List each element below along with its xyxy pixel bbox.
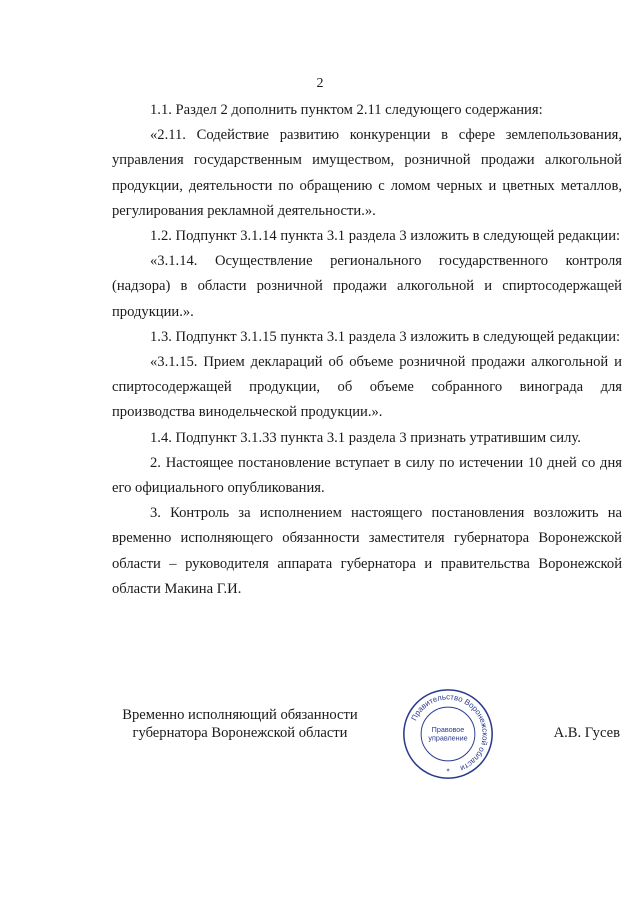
paragraph-1-1: 1.1. Раздел 2 дополнить пунктом 2.11 следующего содержания: [150,102,543,118]
paragraph-3-1-14-text: «3.1.14. Осуществление регионального государственного контроля (надзора) в области розничной продажи алкогольной и спиртосодержащей продукции.». [112,253,622,320]
page-number: 2 [316,76,324,91]
paragraph-1-3: 1.3. Подпункт 3.1.15 пункта 3.1 раздела 3 изложить в следующей редакции: [150,328,621,345]
paragraph-1-2: 1.2. Подпункт 3.1.14 пункта 3.1 раздела 3 изложить в следующей редакции: [150,228,621,245]
stamp-seal [400,686,496,782]
stamp-inner-line-2: управление [428,733,468,743]
paragraph-3: 3. Контроль за исполнением настоящего постановления возложить на временно исполняющего обязанности заместителя губернатора Воронежской области – руководителя аппарата губернатора и правительства Воронежской области Макина Г.И. [112,505,622,597]
signature-block [110,692,620,796]
document-body [112,98,622,602]
signer-position-line-1: Временно исполняющий обязанности [122,707,358,723]
signer-name: А.В. Гусев [553,725,620,741]
signer-position [110,706,370,742]
stamp-outer-text-path: Правительство Воронежской области [409,692,490,774]
stamp-star: * [446,766,450,777]
paragraph-2: 2. Настоящее постановление вступает в силу по истечении 10 дней со дня его официального опубликования. [112,454,622,497]
paragraph-2-11-text: «2.11. Содействие развитию конкуренции в сфере землепользования, управления государственным имуществом, розничной продажи алкогольной продукции, деятельности по обращению с ломом черных и цветных металлов, регулирования рекламной деятельности.». [112,127,622,219]
paragraph-1-4: 1.4. Подпункт 3.1.33 пункта 3.1 раздела 3 признать утратившим силу. [150,429,581,446]
signer-position-line-2: губернатора Воронежской области [132,725,348,741]
stamp-inner-line-1: Правовое [431,725,465,735]
paragraph-3-1-15-text: «3.1.15. Прием деклараций об объеме розничной продажи алкогольной и спиртосодержащей продукции, об объеме собранного винограда для производства винодельческой продукции.». [112,354,622,421]
